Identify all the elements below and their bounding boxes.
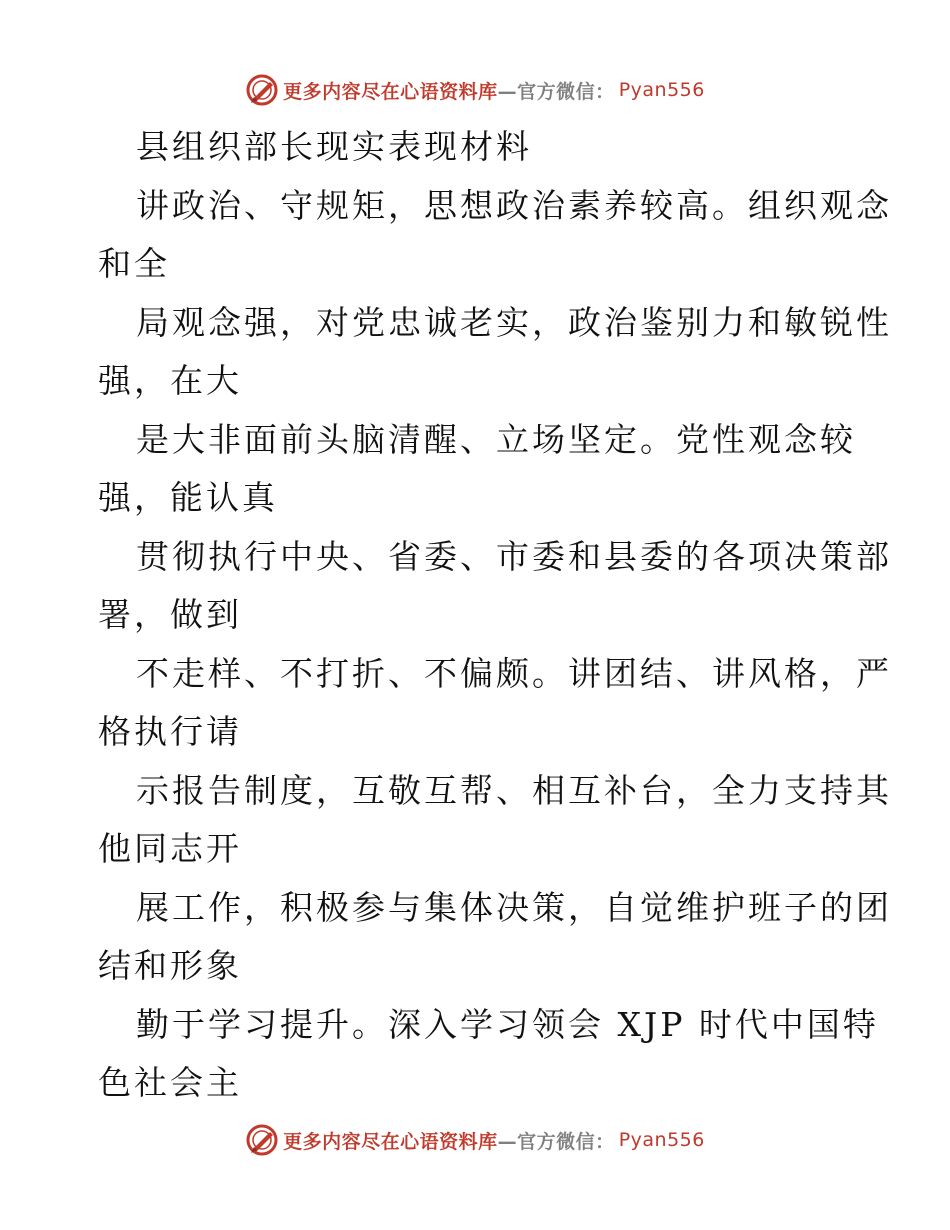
paragraph-line: 他同志开	[98, 829, 242, 868]
paragraph-line: 和全	[98, 244, 170, 283]
paragraph-line: 不走样、不打折、不偏颇。讲团结、讲风格，严	[136, 653, 892, 693]
watermark-text	[283, 77, 705, 104]
paragraph-line: 格执行请	[98, 712, 242, 751]
document-title: 县组织部长现实表现材料	[136, 127, 532, 166]
footer-watermark	[0, 1120, 950, 1160]
fountain-pen-logo-icon	[245, 1123, 279, 1157]
fountain-pen-logo-icon	[245, 73, 279, 107]
watermark-label: —官方微信：	[497, 1130, 615, 1153]
paragraph-line: 局观念强，对党忠诚老实，政治鉴别力和敏锐性	[136, 302, 892, 342]
watermark-brand: 更多内容尽在心语资料库	[283, 80, 498, 103]
watermark-brand: 更多内容尽在心语资料库	[283, 1130, 498, 1153]
paragraph-line: 勤于学习提升。深入学习领会 XJP 时代中国特	[136, 1004, 879, 1044]
paragraph-line: 讲政治、守规矩，思想政治素养较高。组织观念	[136, 185, 892, 225]
paragraph-line: 强，在大	[98, 361, 242, 400]
paragraph-line: 强，能认真	[98, 478, 278, 517]
watermark-text	[283, 1127, 705, 1154]
document-body	[98, 118, 892, 1113]
paragraph-line: 贯彻执行中央、省委、市委和县委的各项决策部	[136, 536, 892, 576]
header-watermark	[0, 70, 950, 110]
watermark-label: —官方微信：	[497, 80, 615, 103]
watermark-wechat-id: Pyan556	[618, 79, 705, 101]
paragraph-line: 署，做到	[98, 595, 242, 634]
paragraph-line: 是大非面前头脑清醒、立场坚定。党性观念较	[136, 419, 856, 459]
paragraph-line: 展工作，积极参与集体决策，自觉维护班子的团	[136, 887, 892, 927]
paragraph-line: 色社会主	[98, 1063, 242, 1102]
paragraph-line: 结和形象	[98, 946, 242, 985]
paragraph-line: 示报告制度，互敬互帮、相互补台，全力支持其	[136, 770, 892, 810]
watermark-wechat-id: Pyan556	[618, 1129, 705, 1151]
